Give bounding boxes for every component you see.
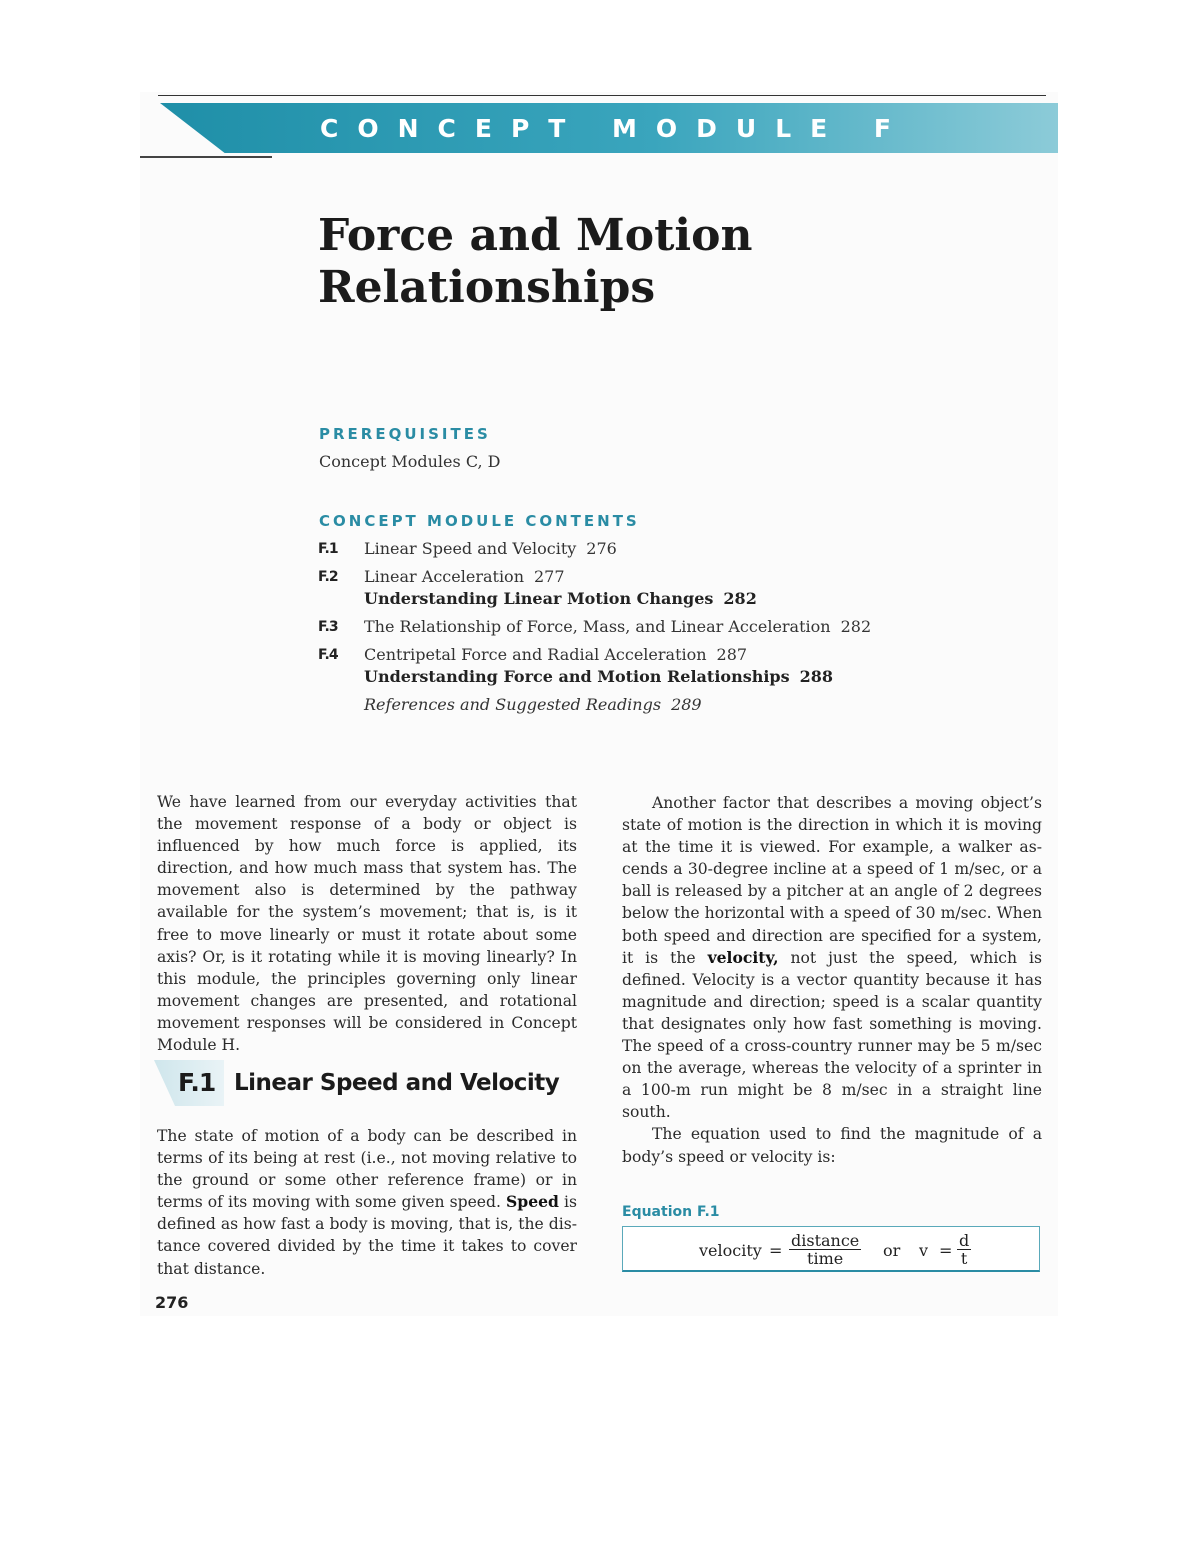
intro-paragraph-column (157, 791, 577, 1056)
term-velocity: velocity, (707, 947, 779, 967)
toc-subtitle: Understanding Force and Motion Relationships (364, 667, 790, 686)
toc-subtitle: Understanding Linear Motion Changes (364, 589, 714, 608)
equation-intro-paragraph: The equation used to find the magnitude of a body’s speed or velocity is: (622, 1125, 1042, 1166)
toc-page: 282 (840, 617, 872, 636)
section-title: Linear Speed and Velocity (234, 1070, 560, 1096)
module-title (318, 210, 918, 314)
toc-entry-f2[interactable] (318, 566, 958, 610)
term-speed: Speed (506, 1192, 559, 1212)
title-line-1: Force and Motion (318, 210, 753, 261)
fraction-denominator: time (807, 1249, 844, 1268)
toc-number: F.1 (318, 541, 338, 557)
toc-title: Linear Speed and Velocity (364, 539, 577, 558)
equation-or: or (883, 1241, 901, 1260)
table-of-contents (318, 538, 958, 722)
toc-number: F.4 (318, 647, 338, 663)
page-number: 276 (155, 1293, 189, 1312)
section-paragraph (157, 1125, 577, 1280)
equation-label: Equation F.1 (622, 1204, 720, 1220)
velocity-paragraph (622, 792, 1042, 1123)
section-number: F.1 (178, 1068, 216, 1097)
toc-number: F.3 (318, 619, 338, 635)
equation-lhs: velocity (699, 1241, 762, 1260)
title-line-2: Relationships (318, 262, 656, 313)
fraction-numerator: d (959, 1231, 970, 1250)
equation-lhs-short: v (919, 1241, 929, 1260)
toc-entry-references[interactable] (318, 694, 958, 716)
right-column (622, 792, 1042, 1168)
toc-title: Linear Acceleration (364, 567, 524, 586)
equation-fraction-1 (789, 1232, 861, 1267)
toc-page: 288 (799, 667, 834, 686)
toc-title: References and Suggested Readings (364, 695, 662, 714)
prerequisites-heading: PREREQUISITES (319, 425, 491, 443)
toc-page: 277 (534, 567, 565, 586)
left-rule (140, 156, 272, 158)
text-run: is defined as how fast a body is moving, that is, the distance covered divided by the time it takes to cover that distance. (157, 1193, 577, 1278)
text-run: The state of motion of a body can be described in terms of its being at rest (i.e., not moving relative to the ground or some other reference frame) or in terms of its moving with some given speed. (157, 1127, 577, 1212)
equation-box (622, 1226, 1040, 1272)
toc-entry-f1[interactable] (318, 538, 958, 560)
prerequisites-text: Concept Modules C, D (319, 452, 501, 471)
equation-equals-2: = (939, 1241, 953, 1260)
toc-page: 287 (716, 645, 748, 664)
toc-title: The Relationship of Force, Mass, and Linear Acceleration (364, 617, 831, 636)
section-paragraph-column (157, 1125, 577, 1280)
text-run: not just the speed, which is defined. Velocity is a vector quantity because it has magnitude and direction; speed is a scalar quantity that designates only how fast something is moving. The speed of a cross-country runner may be 5 m/sec on the average, whereas the velocity of a sprinter in a 100-m run might be 8 m/sec in a straight line south. (622, 948, 1042, 1122)
toc-entry-f4[interactable] (318, 644, 958, 688)
top-rule (158, 95, 1046, 96)
toc-entry-f3[interactable] (318, 616, 958, 638)
toc-page: 276 (586, 539, 617, 558)
toc-title: Centripetal Force and Radial Acceleration (364, 645, 707, 664)
toc-page: 289 (671, 695, 702, 714)
toc-number: F.2 (318, 569, 338, 585)
equation-fraction-2 (957, 1232, 971, 1267)
contents-heading: CONCEPT MODULE CONTENTS (319, 512, 640, 530)
text-run: Another factor that describes a moving object’s state of motion is the direction in which it is moving at the time it is viewed. For example, a walker ascends a 30-degree incline at a speed of 1 m/sec, or a ball is released by a pitcher at an angle of 2 degrees below the horizontal with a speed of 30 m/sec. When both speed and direction are specified for a system, it is the (622, 794, 1042, 967)
equation-equals: = (769, 1241, 783, 1260)
intro-paragraph: We have learned from our everyday activities that the movement response of a body or object is influenced by how much force is applied, its direction, and how much mass that system has. The movement also is determined by the pathway available for the system’s movement; that is, is it free to move linearly or must it rotate about some axis? Or, is it rotating while it is moving linearly? In this module, the principles governing only linear movement changes are presented, and rotational movement responses will be considered in Concept Module H. (157, 793, 577, 1055)
banner-text: CONCEPT MODULE F (320, 114, 910, 143)
toc-page: 282 (723, 589, 757, 608)
fraction-denominator: t (960, 1249, 968, 1268)
section-heading (154, 1060, 574, 1106)
fraction-numerator: distance (791, 1231, 860, 1250)
